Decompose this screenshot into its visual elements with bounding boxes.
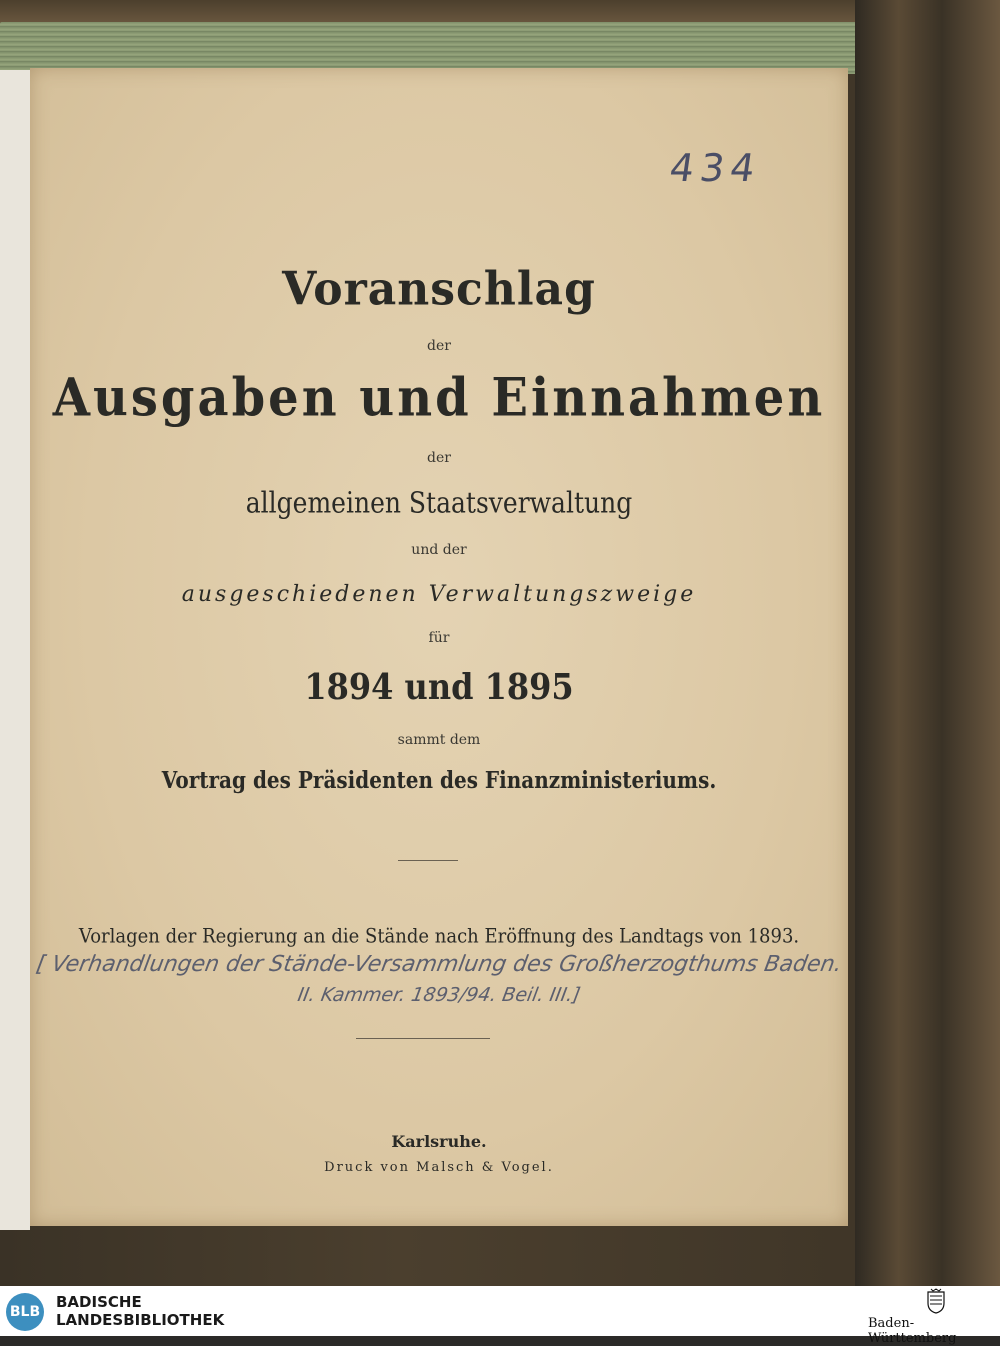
baden-wuerttemberg-crest-icon [926,1288,946,1314]
footer-bar [0,1286,1000,1346]
imprint-printer: Druck von Malsch & Vogel. [324,1160,554,1175]
printed-note: Vorlagen der Regierung an die Stände nach Eröffnung des Landtags von 1893. [78,924,800,949]
title-voranschlag: Voranschlag [282,262,596,317]
library-name-line-1: BADISCHE [56,1293,142,1311]
connector-fuer: für [428,630,450,646]
title-page [30,68,848,1226]
page-edges [0,22,862,74]
handwritten-note-line-2: II. Kammer. 1893/94. Beil. III.] [295,984,583,1006]
book-cover-right [855,0,1000,1286]
book-cover-top [0,0,1000,24]
title-staatsverwaltung: allgemeinen Staatsverwaltung [245,485,633,520]
title-years: 1894 und 1895 [304,666,574,708]
divider-rule-2 [356,1038,490,1039]
connector-und-der: und der [411,542,467,558]
imprint-place: Karlsruhe. [391,1132,487,1151]
connector-der-2: der [427,450,451,466]
blb-logo[interactable]: BLB [6,1293,44,1331]
left-sheet [0,70,30,1230]
subtitle-vortrag: Vortrag des Präsidenten des Finanzministeriums. [161,766,717,794]
title-verwaltungszweige: ausgeschiedenen Verwaltungszweige [181,582,697,607]
shelfmark-number: 434 [666,146,764,190]
partner-name: Baden-Württemberg [868,1316,957,1346]
divider-rule-1 [398,860,458,861]
connector-sammt-dem: sammt dem [397,732,481,748]
library-name[interactable] [56,1293,224,1329]
connector-der-1: der [427,338,451,354]
title-ausgaben-einnahmen: Ausgaben und Einnahmen [52,367,826,429]
handwritten-note-line-1: [ Verhandlungen der Stände-Versammlung des Großherzogthums Baden. [34,952,844,977]
library-name-line-2: LANDESBIBLIOTHEK [56,1311,225,1329]
